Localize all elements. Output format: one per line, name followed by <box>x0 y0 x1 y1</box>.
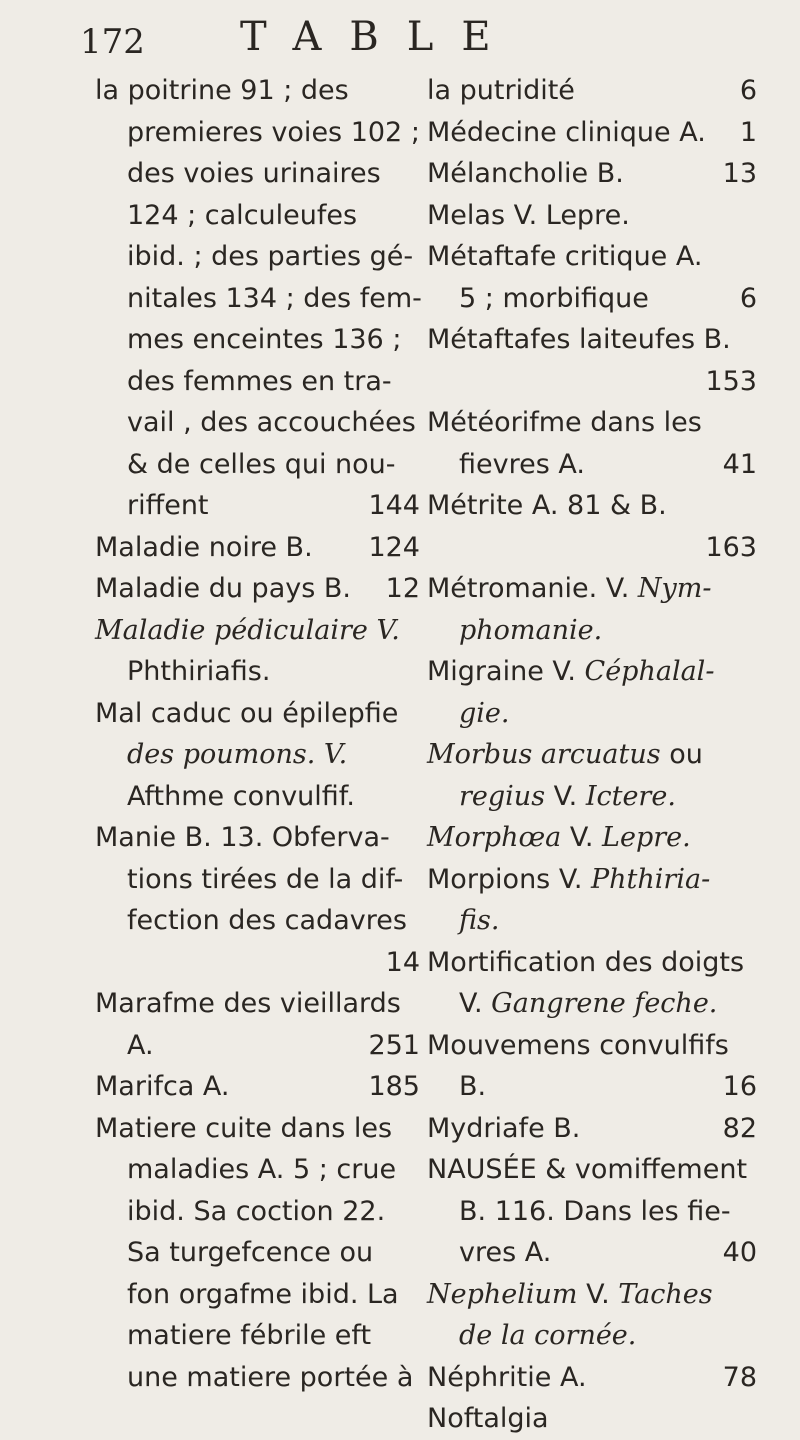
index-line <box>427 1149 757 1191</box>
entry-text: vail , des accouchées <box>127 407 416 438</box>
entry-text: Métrite A. 81 & B. <box>427 490 667 521</box>
index-line <box>427 1025 757 1067</box>
entry-text: Morpions V. Phthiria- <box>427 863 711 895</box>
entry-text: Maladie noire B. <box>95 531 313 563</box>
entry-text: la putridité <box>427 75 575 106</box>
entry-text: fis. <box>459 905 500 936</box>
index-line <box>95 1191 420 1233</box>
entry-text: Néphritie A. <box>427 1361 587 1393</box>
index-line <box>95 1108 420 1150</box>
page-reference: 12 <box>385 573 420 604</box>
right-column <box>427 70 757 1440</box>
index-line <box>427 651 757 693</box>
entry-text: Phthiriafis. <box>127 656 271 687</box>
entry-text: NAUSÉE & vomiffement <box>427 1154 748 1185</box>
entry-text: Mortification des doigts <box>427 946 745 978</box>
entry-text: premieres voies 102 ; <box>127 116 420 148</box>
entry-text: la poitrine 91 ; des <box>95 75 349 106</box>
page-reference: 185 <box>368 1071 420 1102</box>
index-line <box>95 236 420 278</box>
entry-text: Métaftafes laiteufes B. <box>427 324 731 355</box>
index-line <box>95 568 420 610</box>
index-line <box>95 1274 420 1316</box>
entry-text: Maladie pédiculaire V. <box>95 614 400 646</box>
entry-text: tions tirées de la dif- <box>127 863 404 895</box>
index-line <box>427 1357 757 1399</box>
entry-text: Mal caduc ou épilepfie <box>95 697 399 729</box>
page-reference: 6 <box>739 75 757 106</box>
index-line <box>427 236 757 278</box>
index-line <box>427 278 757 320</box>
index-line <box>427 693 757 735</box>
left-column <box>95 70 420 1398</box>
page-reference: 14 <box>385 946 420 978</box>
entry-text: fection des cadavres <box>127 905 407 936</box>
index-line <box>95 112 420 154</box>
page-reference: 124 <box>368 531 420 563</box>
entry-text: Matiere cuite dans les <box>95 1112 393 1144</box>
entry-text: regius V. Ictere. <box>459 780 676 812</box>
index-line <box>427 734 757 776</box>
index-line <box>427 776 757 818</box>
index-line <box>427 942 757 984</box>
page-reference: 40 <box>722 1237 757 1268</box>
entry-text: Métaftafe critique A. <box>427 241 703 272</box>
index-line <box>427 610 757 652</box>
entry-text: des voies urinaires <box>127 158 381 189</box>
index-line <box>427 983 757 1025</box>
entry-text: Afthme convulfif. <box>127 780 355 812</box>
index-line <box>95 402 420 444</box>
index-line <box>95 942 420 984</box>
index-line <box>95 1066 420 1108</box>
index-line <box>95 1149 420 1191</box>
entry-text: fon orgafme ibid. La <box>127 1278 399 1310</box>
entry-text: maladies A. 5 ; crue <box>127 1154 397 1185</box>
index-line <box>95 70 420 112</box>
index-line <box>427 402 757 444</box>
index-line <box>427 1066 757 1108</box>
index-line <box>427 444 757 486</box>
entry-text: riffent <box>127 490 209 521</box>
index-line <box>427 568 757 610</box>
index-line <box>95 444 420 486</box>
index-line <box>95 1315 420 1357</box>
entry-text: des femmes en tra- <box>127 365 392 397</box>
index-line <box>427 1191 757 1233</box>
index-line <box>95 983 420 1025</box>
index-line <box>427 1232 757 1274</box>
entry-text: Marifca A. <box>95 1071 230 1102</box>
index-line <box>95 1025 420 1067</box>
entry-text: Migraine V. Céphalal- <box>427 656 715 687</box>
entry-text: & de celles qui nou- <box>127 448 396 480</box>
entry-text: B. 116. Dans les fie- <box>459 1195 731 1227</box>
entry-text: Mélancholie B. <box>427 158 624 189</box>
entry-text: vres A. <box>459 1237 552 1268</box>
page-reference: 82 <box>722 1112 757 1144</box>
entry-text: B. <box>459 1071 487 1102</box>
page-reference: 41 <box>722 448 757 480</box>
index-line <box>95 610 420 652</box>
index-line <box>95 485 420 527</box>
entry-text: matiere fébrile eft <box>127 1320 372 1351</box>
entry-text: V. Gangrene feche. <box>459 988 718 1019</box>
index-line <box>427 1315 757 1357</box>
page-header <box>0 14 800 64</box>
entry-text: des poumons. V. <box>127 739 348 770</box>
entry-text: nitales 134 ; des fem- <box>127 282 422 314</box>
index-line <box>427 527 757 569</box>
index-line <box>427 1398 757 1440</box>
entry-text: Nephelium V. Taches <box>427 1278 713 1310</box>
entry-text: Morphœa V. Lepre. <box>427 822 691 853</box>
entry-text: une matiere portée à <box>127 1361 414 1393</box>
page-reference: 153 <box>705 365 757 397</box>
page-number: 172 <box>80 22 145 62</box>
index-line <box>95 1232 420 1274</box>
index-line <box>427 817 757 859</box>
page-reference: 144 <box>368 490 420 521</box>
entry-text: 124 ; calculeufes <box>127 199 358 231</box>
index-line <box>427 361 757 403</box>
entry-text: Marafme des vieillards <box>95 988 401 1019</box>
index-line <box>95 527 420 569</box>
page-reference: 1 <box>739 116 757 148</box>
index-line <box>427 485 757 527</box>
index-line <box>95 278 420 320</box>
entry-text: mes enceintes 136 ; <box>127 324 402 355</box>
entry-text: de la cornée. <box>459 1320 637 1351</box>
page-reference: 6 <box>739 282 757 314</box>
page-reference: 251 <box>368 1029 420 1061</box>
entry-text: Météorifme dans les <box>427 407 702 438</box>
index-line <box>427 319 757 361</box>
entry-text: ibid. Sa coction 22. <box>127 1195 386 1227</box>
entry-text: 5 ; morbifique <box>459 282 649 314</box>
entry-text: Sa turgefcence ou <box>127 1237 374 1268</box>
index-line <box>427 1274 757 1316</box>
entry-text: Manie B. 13. Obferva- <box>95 822 390 853</box>
entry-text: Mouvemens convulfifs <box>427 1029 729 1061</box>
page-reference: 16 <box>722 1071 757 1102</box>
index-line <box>427 900 757 942</box>
index-line <box>427 153 757 195</box>
index-line <box>95 195 420 237</box>
index-line <box>95 361 420 403</box>
entry-text: Médecine clinique A. <box>427 116 706 148</box>
entry-text: phomanie. <box>459 614 603 646</box>
entry-text: Métromanie. V. Nym- <box>427 573 712 604</box>
entry-text: Mydriafe B. <box>427 1112 581 1144</box>
page-reference: 13 <box>722 158 757 189</box>
index-line <box>95 693 420 735</box>
page-title: TABLE <box>240 14 519 60</box>
index-line <box>95 776 420 818</box>
entry-text: Melas V. Lepre. <box>427 199 630 231</box>
index-line <box>427 1108 757 1150</box>
entry-text: gie. <box>459 697 510 729</box>
index-line <box>427 195 757 237</box>
entry-text: Morbus arcuatus ou <box>427 739 703 770</box>
entry-text: fievres A. <box>459 448 585 480</box>
index-line <box>427 112 757 154</box>
index-line <box>95 319 420 361</box>
index-line <box>427 859 757 901</box>
index-line <box>95 651 420 693</box>
entry-text: A. <box>127 1029 154 1061</box>
index-line <box>95 817 420 859</box>
index-line <box>95 153 420 195</box>
index-line <box>95 859 420 901</box>
entry-text: Maladie du pays B. <box>95 573 351 604</box>
index-line <box>95 1357 420 1399</box>
index-line <box>95 900 420 942</box>
entry-text: ibid. ; des parties gé- <box>127 241 414 272</box>
entry-text: Noftalgia <box>427 1403 549 1434</box>
page-reference: 163 <box>705 531 757 563</box>
page-reference: 78 <box>722 1361 757 1393</box>
index-line <box>427 70 757 112</box>
index-line <box>95 734 420 776</box>
